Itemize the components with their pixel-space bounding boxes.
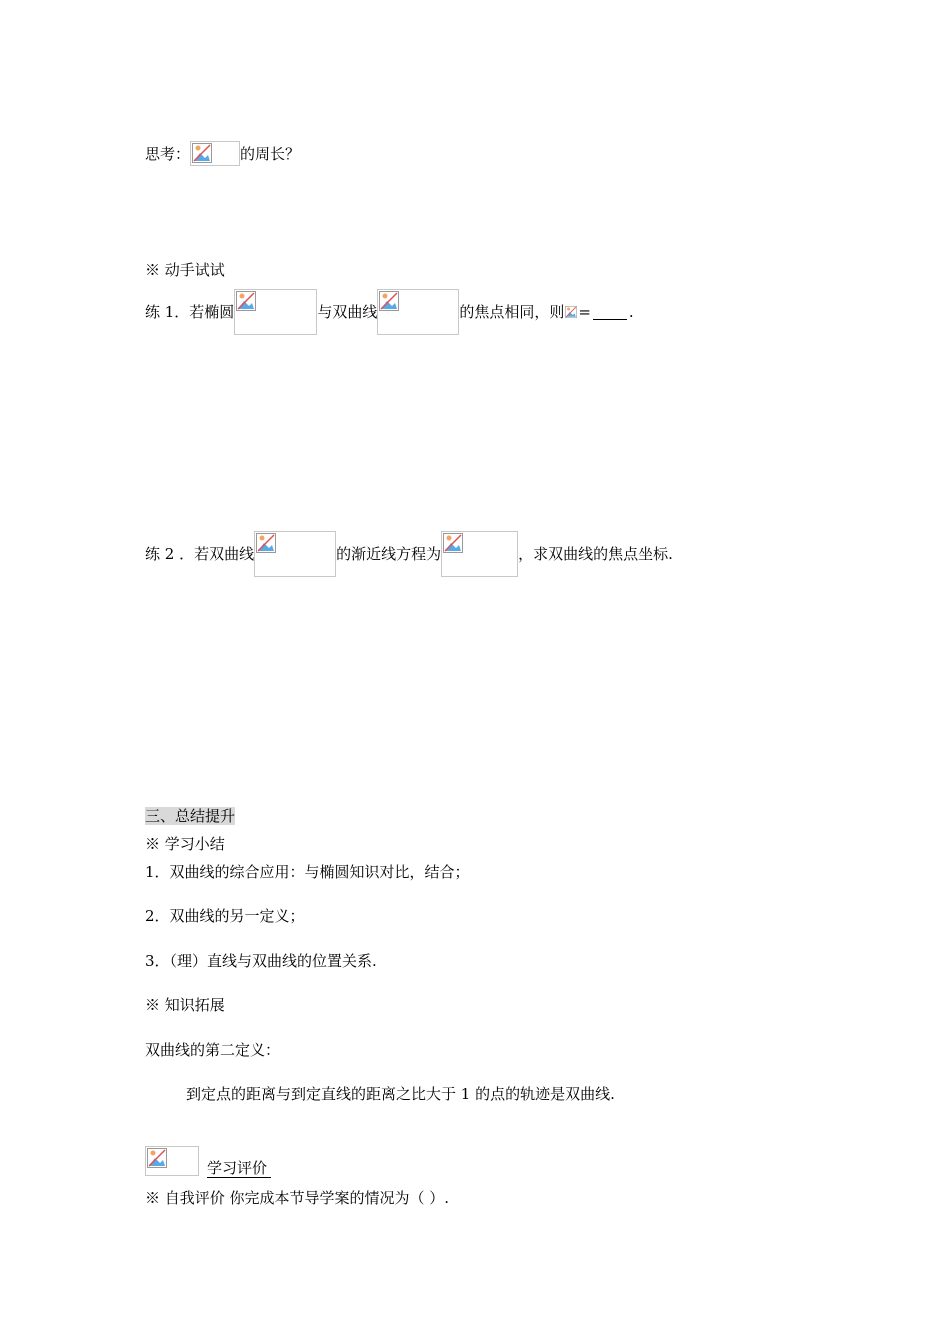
- self-evaluation: ※ 自我评价 你完成本节导学案的情况为（ ）.: [145, 1189, 450, 1207]
- try-heading: ※ 动手试试: [145, 261, 225, 279]
- section-icon-image: [145, 1146, 199, 1176]
- ex1-text-b: 与双曲线: [317, 303, 378, 321]
- think-prefix: 思考：: [145, 145, 191, 163]
- broken-image-icon: [565, 306, 577, 318]
- hyperbola-equation-image: [254, 531, 336, 577]
- think-suffix: 的周长？: [240, 145, 301, 163]
- formula-image: [190, 141, 240, 166]
- ex1-period: .: [628, 303, 634, 321]
- broken-image-icon: [236, 291, 256, 311]
- ex2-text-c: ，求双曲线的焦点坐标.: [518, 545, 673, 563]
- broken-image-icon: [443, 533, 463, 553]
- extend-heading: ※ 知识拓展: [145, 996, 225, 1014]
- second-definition-title: 双曲线的第二定义：: [145, 1041, 281, 1059]
- evaluation-heading: [145, 1146, 271, 1178]
- ex1-text-c: 的焦点相同，则: [459, 303, 565, 321]
- evaluation-title: 学习评价: [207, 1159, 271, 1178]
- broken-image-icon: [192, 143, 212, 163]
- ex2-text-a: 练 2 ．若双曲线: [145, 545, 255, 563]
- think-line: [145, 141, 300, 166]
- exercise-2: [145, 531, 673, 577]
- variable-image: [564, 305, 578, 321]
- hyperbola-equation-image: [377, 289, 459, 335]
- summary-item-3: 3．（理）直线与双曲线的位置关系.: [145, 952, 377, 970]
- summary-item-1: 1．双曲线的综合应用：与椭圆知识对比，结合；: [145, 863, 470, 881]
- section-3-heading: [145, 807, 235, 825]
- ex1-equals: =: [578, 303, 591, 321]
- exercise-1: [145, 289, 634, 335]
- summary-heading: ※ 学习小结: [145, 835, 225, 853]
- ex1-text-a: 练 1．若椭圆: [145, 303, 235, 321]
- ellipse-equation-image: [234, 289, 317, 335]
- second-definition-body: 到定点的距离与到定直线的距离之比大于 1 的点的轨迹是双曲线.: [186, 1085, 615, 1103]
- summary-item-2: 2．双曲线的另一定义；: [145, 907, 305, 925]
- broken-image-icon: [256, 533, 276, 553]
- broken-image-icon: [379, 291, 399, 311]
- broken-image-icon: [147, 1148, 167, 1168]
- section-3-title: 三、总结提升: [145, 807, 236, 825]
- asymptote-equation-image: [441, 531, 518, 577]
- answer-blank: [593, 305, 627, 320]
- ex2-text-b: 的渐近线方程为: [336, 545, 442, 563]
